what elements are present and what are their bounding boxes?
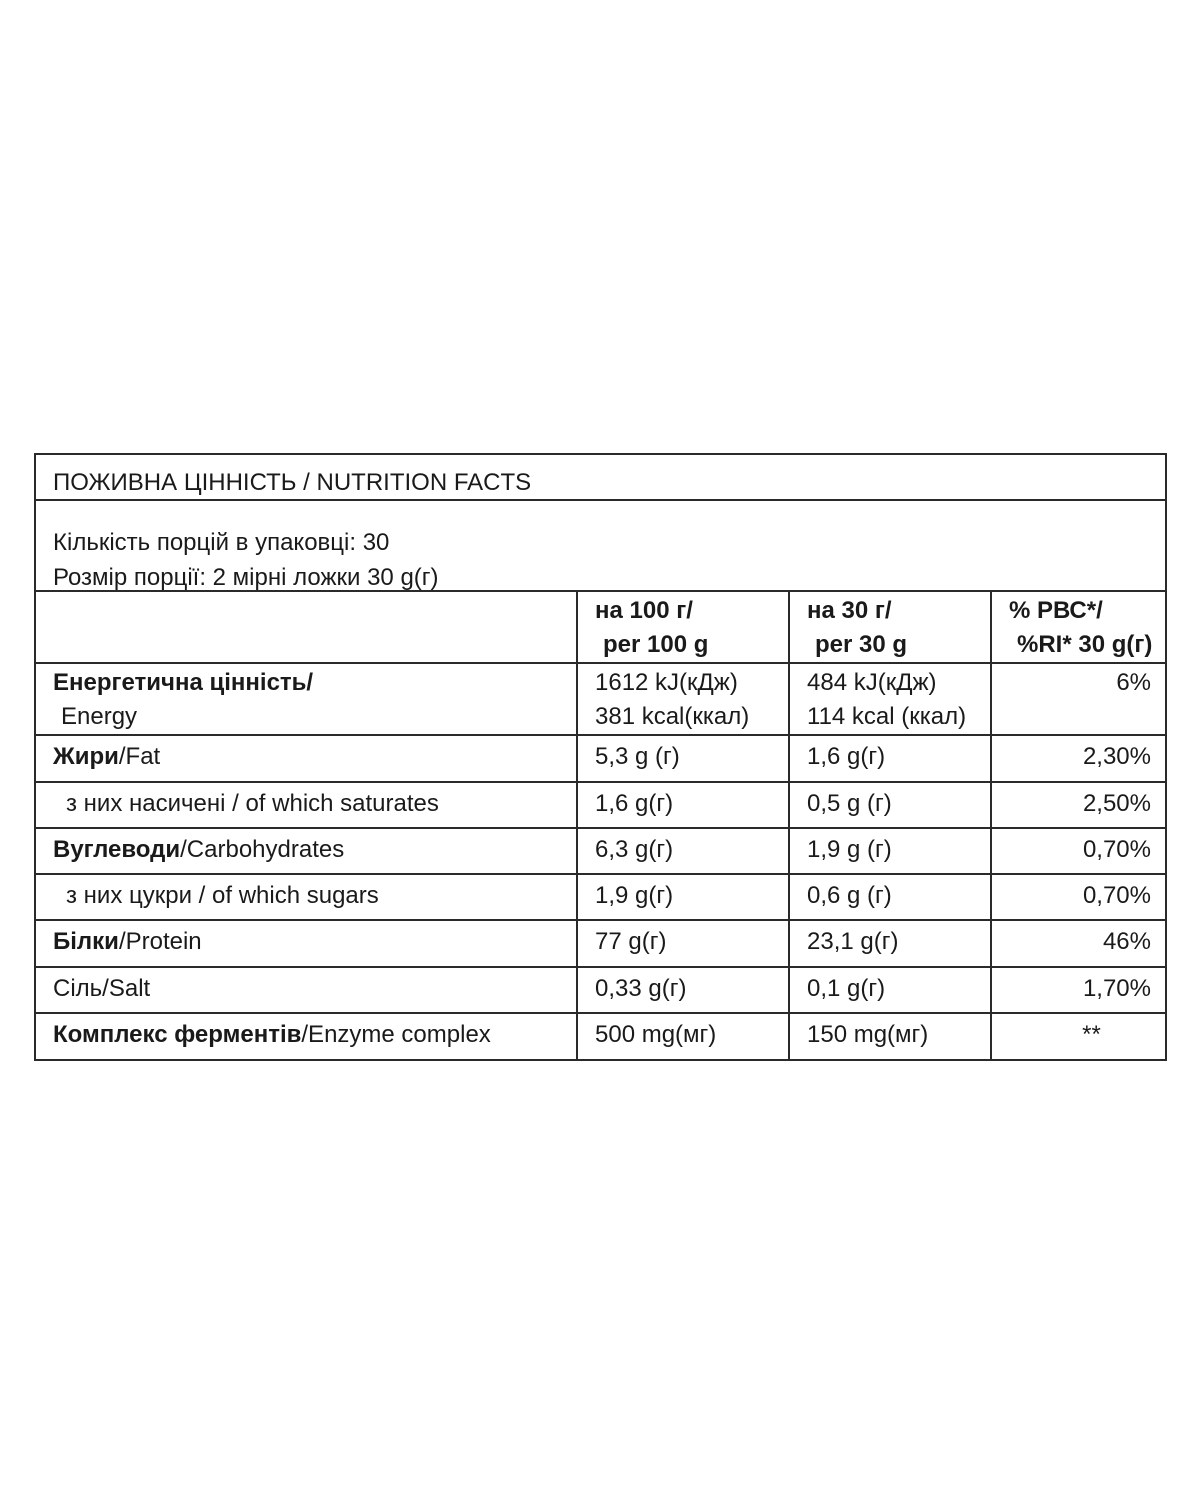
value-per-100: 77 g(г)	[577, 920, 789, 967]
serving-info	[36, 501, 1165, 592]
table-row	[36, 735, 1165, 782]
nutrient-name: Білки/Protein	[36, 920, 577, 967]
value-per-30: 0,5 g (г)	[789, 782, 991, 828]
nutrient-name: Вуглеводи/Carbohydrates	[36, 828, 577, 874]
table-row	[36, 782, 1165, 828]
serving-size: Розмір порції: 2 мірні ложки 30 g(г)	[53, 564, 439, 591]
nutrient-name: з них насичені / of which saturates	[36, 782, 577, 828]
label-title: ПОЖИВНА ЦІННІСТЬ / NUTRITION FACTS	[36, 455, 1165, 501]
table-row	[36, 828, 1165, 874]
nutrient-name: Сіль/Salt	[36, 967, 577, 1013]
table-row	[36, 920, 1165, 967]
value-ri: 46%	[991, 920, 1165, 967]
value-per-30: 0,6 g (г)	[789, 874, 991, 920]
servings-per-pack: Кількість порцій в упаковці: 30	[53, 529, 390, 556]
header-ri: % РВС*/ %RI* 30 g(г)	[991, 592, 1165, 663]
value-ri: 0,70%	[991, 828, 1165, 874]
value-ri: 2,50%	[991, 782, 1165, 828]
nutrition-table	[36, 592, 1165, 1059]
header-per-30: на 30 г/ per 30 g	[789, 592, 991, 663]
header-empty-cell	[36, 592, 577, 663]
header-per-100: на 100 г/ per 100 g	[577, 592, 789, 663]
table-row	[36, 663, 1165, 735]
nutrient-name: Жири/Fat	[36, 735, 577, 782]
value-per-30: 1,9 g (г)	[789, 828, 991, 874]
value-per-100: 6,3 g(г)	[577, 828, 789, 874]
value-per-100: 1,6 g(г)	[577, 782, 789, 828]
value-ri: **	[1082, 1021, 1101, 1048]
value-per-100: 1612 kJ(кДж) 381 kcal(ккал)	[577, 663, 789, 735]
value-per-30: 484 kJ(кДж) 114 kcal (ккал)	[789, 663, 991, 735]
nutrient-name: Енергетична цінність/ Energy	[36, 663, 577, 735]
value-ri: 6%	[991, 663, 1165, 735]
nutrition-facts-label	[34, 453, 1167, 1061]
table-row	[36, 874, 1165, 920]
value-per-100: 1,9 g(г)	[577, 874, 789, 920]
value-ri: 0,70%	[991, 874, 1165, 920]
table-row	[36, 967, 1165, 1013]
value-per-100: 500 mg(мг)	[577, 1013, 789, 1059]
value-per-100: 0,33 g(г)	[577, 967, 789, 1013]
value-per-30: 1,6 g(г)	[789, 735, 991, 782]
table-row	[36, 1013, 1165, 1059]
value-ri: 1,70%	[991, 967, 1165, 1013]
value-per-30: 23,1 g(г)	[789, 920, 991, 967]
value-per-100: 5,3 g (г)	[577, 735, 789, 782]
nutrient-name: Комплекс ферментів/Enzyme complex	[36, 1013, 577, 1059]
nutrient-name: з них цукри / of which sugars	[36, 874, 577, 920]
value-per-30: 150 mg(мг)	[789, 1013, 991, 1059]
table-header-row	[36, 592, 1165, 663]
value-per-30: 0,1 g(г)	[789, 967, 991, 1013]
value-ri: 2,30%	[991, 735, 1165, 782]
